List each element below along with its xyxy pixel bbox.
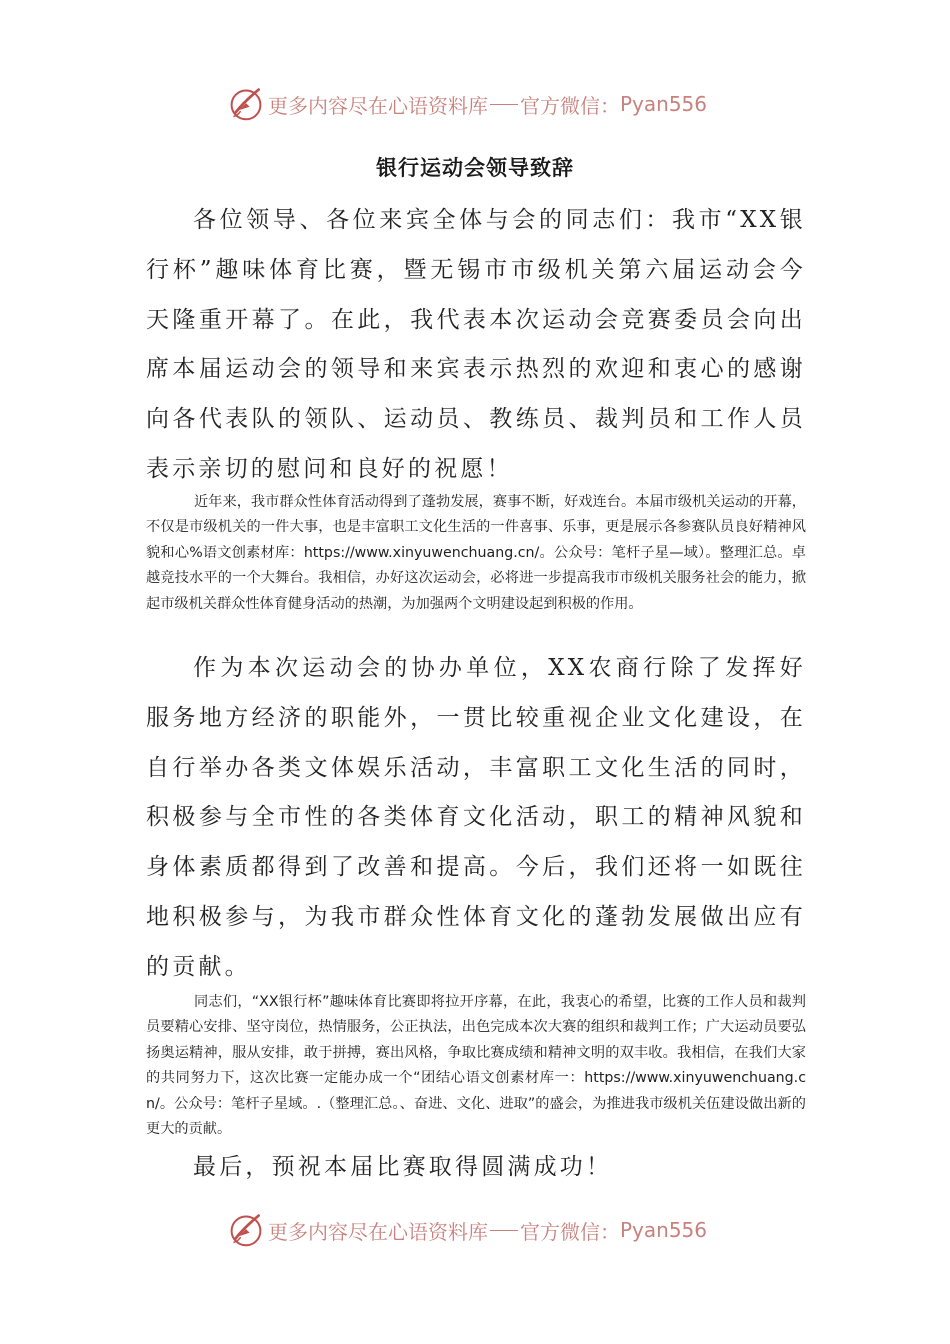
banner-text-official: 官方微信：	[520, 1219, 620, 1244]
banner-dash	[490, 1230, 518, 1231]
paragraph-1: 各位领导、各位来宾全体与会的同志们：我市“XX银行杯”趣味体育比赛，暨无锡市市级机关第六届运动会今天隆重开幕了。在此，我代表本次运动会竞赛委员会向出席本届运动会的领导和来宾表示热烈的欢迎和衷心的感谢向各代表队的领队、运动员、教练员、裁判员和工作人员表示亲切的慰问和良好的祝愿！	[146, 207, 806, 482]
banner-dash	[490, 104, 518, 105]
footer-watermark-banner	[228, 1210, 748, 1250]
paragraph-2: 近年来，我市群众性体育活动得到了蓬勃发展，赛事不断，好戏连台。本届市级机关运动的开幕，不仅是市级机关的一件大事，也是丰富职工文化生活的一件喜事、乐事，更是展示各参赛队员良好精神风貌和心%语文创素材库：https://www.xinyuwenchuang.cn/。公众号：笔杆子星—域）。整理汇总。卓越竞技水平的一个大舞台。我相信，办好这次运动会，必将进一步提高我市市级机关服务社会的能力，掀起市级机关群众性体育健身活动的热潮，为加强两个文明建设起到积极的作用。	[146, 494, 806, 612]
banner-account: Pyan556	[620, 1218, 708, 1242]
pen-logo-icon	[228, 86, 264, 122]
banner-text: 更多内容尽在心语资料库	[268, 93, 488, 118]
paragraph-3: 作为本次运动会的协办单位，XX农商行除了发挥好服务地方经济的职能外，一贯比较重视企业文化建设，在自行举办各类文体娱乐活动，丰富职工文化生活的同时，积极参与全市性的各类体育文化活动，职工的精神风貌和身体素质都得到了改善和提高。今后，我们还将一如既往地积极参与，为我市群众性体育文化的蓬勃发展做出应有的贡献。	[146, 655, 806, 980]
paragraph-4: 同志们，“XX银行杯”趣味体育比赛即将拉开序幕，在此，我衷心的希望，比赛的工作人员和裁判员要精心安排、坚守岗位，热情服务，公正执法，出色完成本次大赛的组织和裁判工作；广大运动员要弘扬奥运精神，服从安排，敢于拼搏，赛出风格，争取比赛成绩和精神文明的双丰收。我相信，在我们大家的共同努力下，这次比赛一定能办成一个“团结心语文创素材库一：https://www.xinyuwenchuang.cn/。公众号：笔杆子星域。.（整理汇总。、奋进、文化、进取”的盛会，为推进我市级机关伍建设做出新的更大的贡献。	[146, 994, 806, 1138]
banner-text-official: 官方微信：	[520, 93, 620, 118]
banner-account: Pyan556	[620, 92, 708, 116]
header-watermark-banner	[228, 84, 748, 124]
pen-logo-icon	[228, 1212, 264, 1248]
banner-text: 更多内容尽在心语资料库	[268, 1219, 488, 1244]
document-title: 银行运动会领导致辞	[376, 155, 574, 180]
paragraph-5: 最后，预祝本届比赛取得圆满成功！	[193, 1154, 613, 1180]
